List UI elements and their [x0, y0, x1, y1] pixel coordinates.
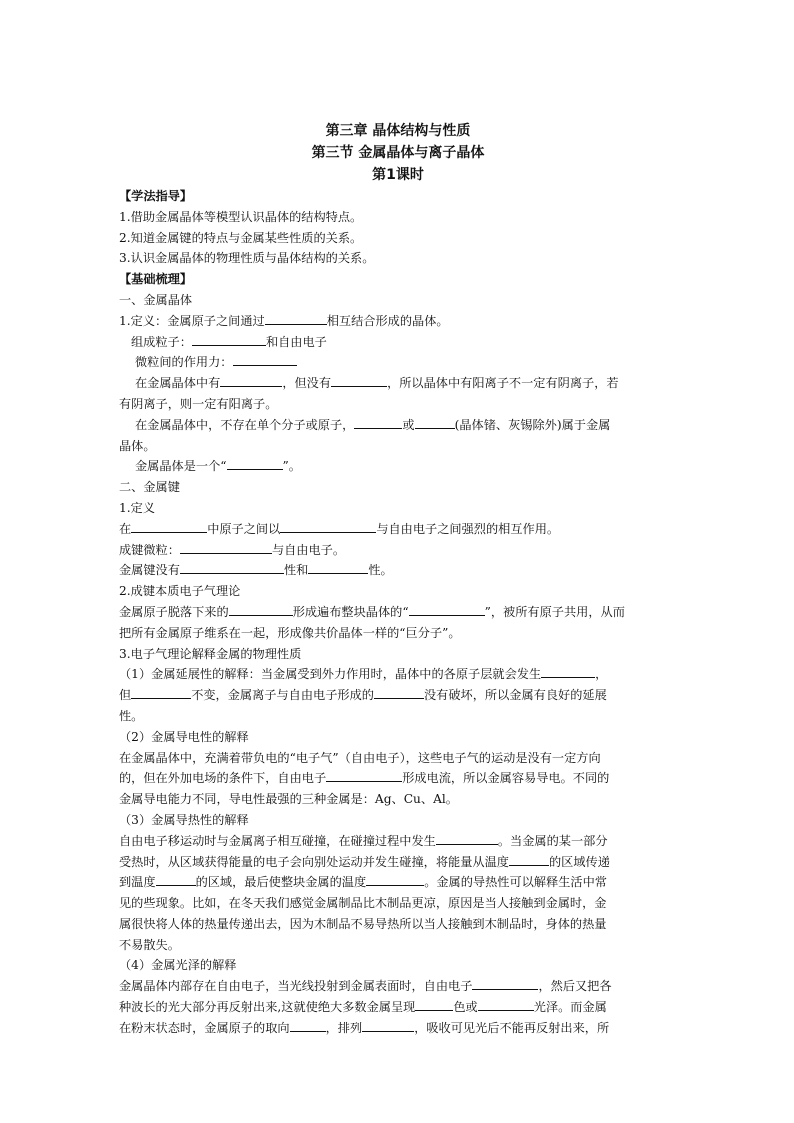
fill-blank: [192, 334, 266, 346]
paragraph-line: 金属原子脱落下来的 形成遍布整块晶体的“ ”，被所有原子共用，从而: [119, 604, 625, 619]
paragraph-line: 成键微粒： 与自由电子。: [119, 542, 346, 557]
fill-blank: [472, 978, 538, 990]
document-page: [119, 120, 677, 1039]
paragraph-line: 属很快将人体的热量传递出去，因为木制品不易导热所以当人接触到木制品时，身体的热量: [119, 916, 607, 931]
guide-item: 3.认识金属晶体的物理性质与晶体结构的关系。: [119, 251, 375, 266]
paragraph-line: 但 不变，金属离子与自由电子形成的 没有破坏，所以金属有良好的延展: [119, 688, 607, 703]
fill-blank: [366, 874, 424, 886]
guide-heading: 【学法指导】: [119, 189, 193, 203]
paragraph-line: 自由电子移运动时与金属离子相互碰撞，在碰撞过程中发生 。当金属的某一部分: [119, 833, 608, 848]
paragraph-line: 在粉末状态时，金属原子的取向 ，排列 ，吸收可见光后不能再反射出来，所: [119, 1020, 610, 1035]
paragraph-line: 在金属晶体中有 ，但没有 ，所以晶体中有阳离子不一定有阴离子，若: [135, 376, 619, 391]
paragraph-line: 金属导电能力不同，导电性最强的三种金属是：Ag、Cu、Al。: [119, 792, 458, 807]
paragraph-line: 把所有金属原子维系在一起，形成像共价晶体一样的“巨分子”。: [119, 625, 461, 640]
paragraph-line: 不易散失。: [119, 937, 180, 952]
fill-blank: [131, 521, 207, 533]
section-heading: 一、金属晶体: [119, 292, 193, 307]
subsection-heading: 1.定义: [119, 500, 156, 515]
fill-blank: [180, 562, 284, 574]
basics-heading: 【基础梳理】: [119, 272, 193, 287]
paragraph-line: 金属键没有 性和 性。: [119, 563, 393, 578]
fill-blank: [156, 874, 196, 886]
fill-blank: [331, 375, 387, 387]
section-heading: 二、金属键: [119, 480, 180, 495]
fill-blank: [326, 770, 402, 782]
paragraph-line: 的，但在外加电场的条件下，自由电子 形成电流，所以金属容易导电。不同的: [119, 771, 610, 786]
paragraph-line: 在 中原子之间以 与自由电子之间强烈的相互作用。: [119, 521, 560, 536]
force-line: 微粒间的作用力：: [119, 352, 677, 373]
fill-blank: [436, 833, 498, 845]
fill-blank: [229, 604, 293, 616]
fill-blank: [374, 687, 424, 699]
fill-blank: [541, 666, 595, 678]
section-title: 第三节 金属晶体与离子晶体: [311, 145, 485, 161]
paragraph-line: 见的些现象。比如，在冬天我们感觉金属制品比木制品更凉，原因是当人接触到金属时，金: [119, 896, 607, 911]
paragraph-line: 在金属晶体中，充满着带负电的“电子气”（自由电子），这些电子气的运动是没有一定方向: [119, 750, 601, 765]
paragraph-line: 有阴离子，则一定有阳离子。: [119, 396, 278, 411]
lesson-title: 第1课时: [372, 167, 424, 183]
fill-blank: [180, 542, 272, 554]
paragraph-line: 种波长的光大部分再反射出来,这就使绝大多数金属呈现 色或 光泽。而金属: [119, 1000, 607, 1015]
paragraph-line: 在金属晶体中，不存在单个分子或原子， 或 (晶体锗、灰锡除外)属于金属: [135, 417, 611, 432]
particles-line: 组成粒子： 和自由电子: [131, 334, 327, 349]
subsection-heading: （3）金属导热性的解释: [119, 812, 249, 827]
fill-blank: [308, 562, 368, 574]
fill-blank: [415, 417, 455, 429]
paragraph-line: （1）金属延展性的解释：当金属受到外力作用时，晶体中的各原子层就会发生 ，: [119, 667, 608, 682]
fill-blank: [362, 1020, 414, 1032]
fill-blank: [354, 417, 402, 429]
fill-blank: [220, 375, 282, 387]
fill-blank: [290, 1020, 326, 1032]
guide-item: 1.借助金属晶体等模型认识晶体的结构特点。: [119, 209, 363, 224]
paragraph-line: 性。: [119, 708, 144, 723]
fill-blank: [280, 521, 376, 533]
fill-blank: [227, 458, 283, 470]
fill-blank: [509, 854, 549, 866]
paragraph-line: 金属晶体内部存在自由电子，当光线投射到金属表面时，自由电子 ，然后又把各: [119, 979, 612, 994]
subsection-heading: 2.成键本质电子气理论: [119, 584, 241, 599]
fill-blank: [265, 313, 327, 325]
subsection-heading: （4）金属光泽的解释: [119, 958, 237, 973]
fill-blank: [131, 687, 191, 699]
paragraph-line: 受热时，从区域获得能量的电子会向别处运动并发生碰撞，将能量从温度 的区域传递: [119, 854, 610, 869]
subsection-heading: （2）金属导电性的解释: [119, 729, 249, 744]
paragraph-line: 到温度 的区域，最后使整块金属的温度 。金属的导热性可以解释生活中常: [119, 875, 607, 890]
definition-line: 1.定义：金属原子之间通过 相互结合形成的晶体。: [119, 313, 449, 328]
subsection-heading: 3.电子气理论解释金属的物理性质: [119, 646, 302, 661]
guide-item: 2.知道金属键的特点与金属某些性质的关系。: [119, 230, 363, 245]
fill-blank: [478, 999, 534, 1011]
paragraph-line: 金属晶体是一个“ ”。: [135, 459, 301, 474]
fill-blank: [233, 354, 297, 366]
paragraph-line: 晶体。: [119, 438, 156, 453]
fill-blank: [409, 604, 485, 616]
fill-blank: [415, 999, 453, 1011]
chapter-title: 第三章 晶体结构与性质: [325, 123, 471, 139]
